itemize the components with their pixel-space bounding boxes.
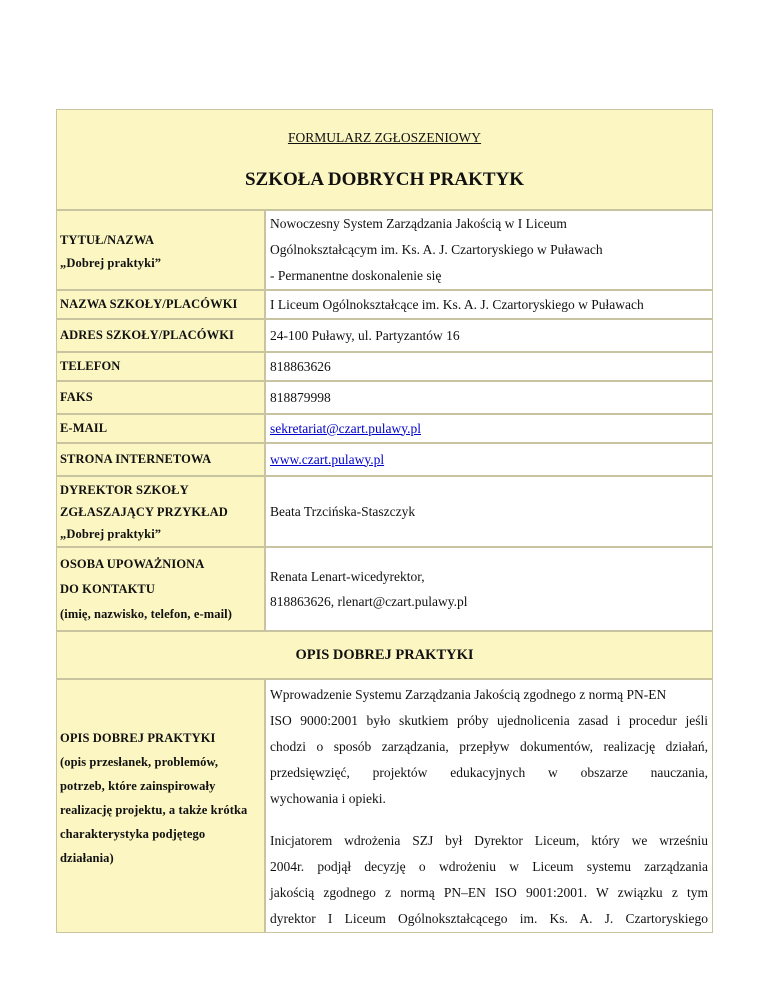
row-website [56,443,713,476]
description-label-cell [56,679,265,933]
description-text-line: przedsięwzięć, projektów edukacyjnych w obszarze nauczania, [270,765,708,780]
description-text-line: Wprowadzenie Systemu Zarządzania Jakością zgodnego z normą PN-EN [270,687,667,702]
contact-value-line: Renata Lenart-wicedyrektor, [270,569,425,584]
description-text-line: chodzi o sposób zarządzania, przepływ dokumentów, realizację działań, [270,739,708,754]
row-phone [56,352,713,381]
school-name-label: NAZWA SZKOŁY/PLACÓWKI [56,290,265,319]
form-header [56,109,713,210]
phone-label: TELEFON [56,352,265,381]
email-value-cell [265,414,713,443]
row-address [56,319,713,352]
director-value: Beata Trzcińska-Staszczyk [265,476,713,547]
application-form [56,109,713,933]
website-value-cell [265,443,713,476]
website-link[interactable]: www.czart.pulawy.pl [270,451,385,467]
description-label-line: (opis przesłanek, problemów, [60,755,219,769]
fax-label: FAKS [56,381,265,414]
description-label-line: potrzeb, które zainspirowały [60,779,216,793]
description-text-line: jakością zgodnego z normą PN–EN ISO 9001:2001. W związku z tym [270,885,708,900]
description-value-cell [265,679,713,933]
row-section-title [56,631,713,679]
title-value-line: Ogólnokształcącym im. Ks. A. J. Czartoryskiego w Puławach [270,242,603,257]
description-text-line: wychowania i opieki. [270,791,386,806]
title-label-sub: „Dobrej praktyki” [60,256,162,270]
description-label-line: charakterystyka podjętego [60,827,206,841]
row-school-name [56,290,713,319]
description-text-line: ISO 9000:2001 było skutkiem próby ujednolicenia zasad i procedur jeśli [270,713,708,728]
section-title: OPIS DOBREJ PRAKTYKI [295,647,474,663]
address-value: 24-100 Puławy, ul. Partyzantów 16 [265,319,713,352]
contact-label-line: (imię, nazwisko, telefon, e-mail) [60,606,233,621]
form-title: FORMULARZ ZGŁOSZENIOWY [287,130,482,145]
section-title-cell [56,631,713,679]
contact-label-cell [56,547,265,631]
contact-value-line: 818863626, rlenart@czart.pulawy.pl [270,594,468,609]
phone-value: 818863626 [265,352,713,381]
director-label-line: „Dobrej praktyki” [60,526,162,541]
row-email [56,414,713,443]
row-description [56,679,713,933]
contact-label-line: DO KONTAKTU [60,581,155,596]
row-contact [56,547,713,631]
title-value-line: - Permanentne doskonalenie się [270,268,442,283]
form-table [56,109,713,933]
contact-value-cell [265,547,713,631]
school-name-value: I Liceum Ogólnokształcące im. Ks. A. J. Czartoryskiego w Puławach [265,290,713,319]
fax-value: 818879998 [265,381,713,414]
row-title [56,210,713,290]
row-director [56,476,713,547]
director-label-line: ZGŁASZAJĄCY PRZYKŁAD [60,504,228,519]
title-value-cell [265,210,713,290]
paragraph-gap [270,812,708,828]
school-title: SZKOŁA DOBRYCH PRAKTYK [244,169,525,190]
address-label: ADRES SZKOŁY/PLACÓWKI [56,319,265,352]
title-label-cell [56,210,265,290]
description-label-line: OPIS DOBREJ PRAKTYKI [60,731,216,745]
website-label: STRONA INTERNETOWA [56,443,265,476]
director-label-cell [56,476,265,547]
contact-label-line: OSOBA UPOWAŻNIONA [60,556,205,571]
email-label: E-MAIL [56,414,265,443]
description-text-line: 2004r. podjął decyzję o wdrożeniu w Liceum systemu zarządzania [270,859,708,874]
description-text-line: Inicjatorem wdrożenia SZJ był Dyrektor Liceum, który we wrześniu [270,833,708,848]
description-label-line: realizację projektu, a także krótka [60,803,248,817]
title-value-line: Nowoczesny System Zarządzania Jakością w I Liceum [270,216,567,231]
description-text-line: dyrektor I Liceum Ogólnokształcącego im. Ks. A. J. Czartoryskiego [270,911,708,926]
row-fax [56,381,713,414]
director-label-line: DYREKTOR SZKOŁY [60,482,189,497]
title-label: TYTUŁ/NAZWA [60,233,155,247]
description-label-line: działania) [60,851,114,865]
email-link[interactable]: sekretariat@czart.pulawy.pl [270,420,421,436]
